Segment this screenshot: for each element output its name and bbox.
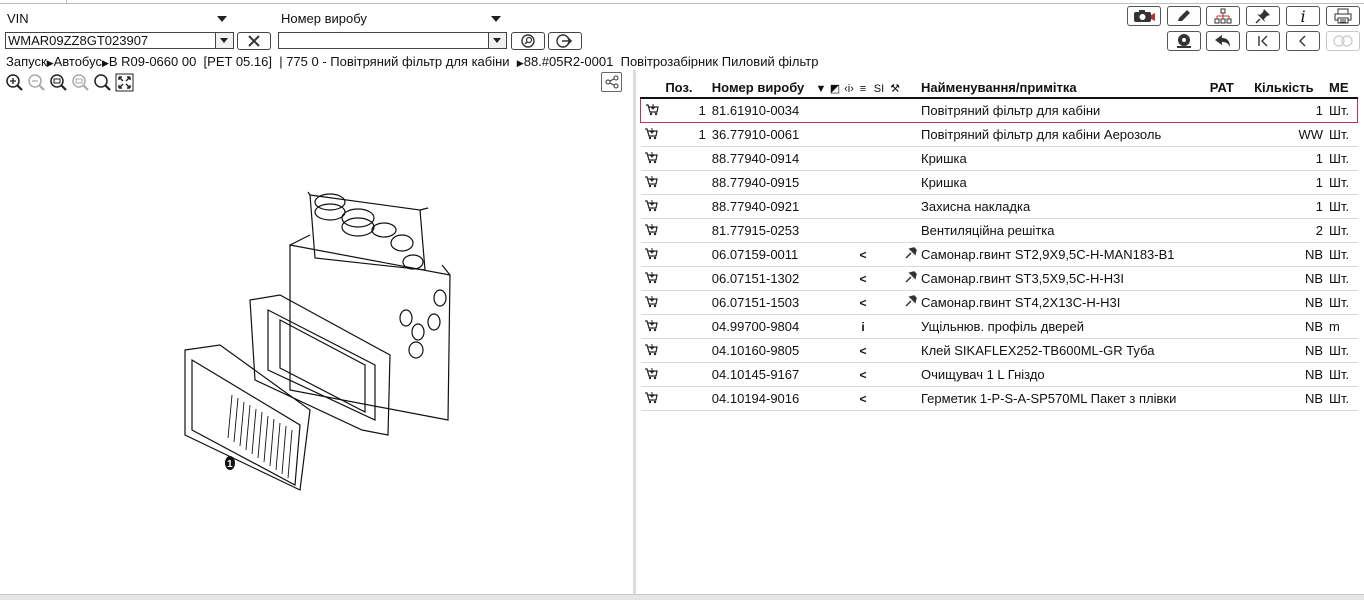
name-cell: Кришка xyxy=(918,171,1207,195)
add-to-cart-icon[interactable] xyxy=(644,271,658,284)
zoom-fit-icon xyxy=(49,73,68,92)
image-icon: ◩ xyxy=(829,82,841,95)
fullscreen-icon xyxy=(115,73,134,92)
filter-icon: ▼ xyxy=(815,82,827,95)
pos-cell xyxy=(662,387,708,411)
qty-cell: NB xyxy=(1251,387,1326,411)
table-row[interactable] xyxy=(641,315,1358,339)
name-cell: Вентиляційна решітка xyxy=(918,219,1207,243)
unit-cell: Шт. xyxy=(1326,267,1357,291)
parts-icon xyxy=(1333,34,1353,48)
unit-cell: Шт. xyxy=(1326,363,1357,387)
open-part-button[interactable] xyxy=(548,32,582,50)
qty-column-header[interactable]: Кількість xyxy=(1251,77,1326,98)
add-to-cart-icon[interactable] xyxy=(645,103,659,116)
caret-right-icon: ▶ xyxy=(46,58,54,68)
pin-icon xyxy=(1255,8,1271,24)
parts-table xyxy=(640,77,1358,411)
pencil-icon xyxy=(1176,9,1192,23)
camera-button[interactable] xyxy=(1127,6,1161,26)
add-to-cart-icon[interactable] xyxy=(644,247,658,260)
breadcrumb-item[interactable]: Запуск xyxy=(6,54,47,69)
pat-cell xyxy=(1207,363,1251,387)
disc-icon xyxy=(1174,33,1194,49)
qty-cell: 1 xyxy=(1251,147,1326,171)
part-number-cell[interactable]: 04.10160-9805 xyxy=(709,339,814,363)
code-icon: ‹i› xyxy=(844,82,854,95)
housing-body xyxy=(290,245,450,420)
flags-cell xyxy=(814,243,918,267)
table-row[interactable] xyxy=(641,267,1358,291)
previous-button[interactable] xyxy=(1286,31,1320,51)
zoom-in-button[interactable] xyxy=(5,73,24,92)
add-to-cart-icon[interactable] xyxy=(644,151,658,164)
clear-icon xyxy=(247,35,261,47)
unit-cell: Шт. xyxy=(1326,291,1357,315)
cart-cell[interactable] xyxy=(641,147,663,171)
pos-cell xyxy=(662,171,708,195)
vin-history-chevron-icon[interactable] xyxy=(217,16,227,22)
pat-column-header[interactable]: PAT xyxy=(1207,77,1251,98)
pat-cell xyxy=(1207,98,1251,123)
cart-cell[interactable] xyxy=(641,315,663,339)
cart-column-header xyxy=(641,77,663,98)
flags-cell xyxy=(814,339,918,363)
info-flag[interactable]: < xyxy=(859,368,867,382)
add-to-cart-icon[interactable] xyxy=(644,127,658,140)
name-cell: Повітряний фільтр для кабіни Аерозоль xyxy=(918,123,1207,147)
vin-label: VIN xyxy=(7,11,29,26)
search-icon xyxy=(520,34,536,48)
qty-cell: 1 xyxy=(1251,195,1326,219)
flags-cell xyxy=(814,147,918,171)
pos-cell xyxy=(662,195,708,219)
name-column-header[interactable]: Найменування/примітка xyxy=(918,77,1207,98)
info-flag[interactable]: < xyxy=(859,248,867,262)
housing-top xyxy=(310,195,425,270)
structure-button[interactable] xyxy=(1206,6,1240,26)
part-number-cell[interactable]: 88.77940-0915 xyxy=(709,171,814,195)
edit-button[interactable] xyxy=(1167,6,1201,26)
product-number-dropdown-button[interactable] xyxy=(488,33,506,48)
flags-cell xyxy=(814,267,918,291)
flags-cell xyxy=(814,387,918,411)
zoom-reset-icon xyxy=(71,73,90,92)
parts-diagram xyxy=(170,180,470,500)
name-cell: Клей SIKAFLEX252-TB600ML-GR Туба xyxy=(918,339,1207,363)
qty-cell: NB xyxy=(1251,315,1326,339)
print-button[interactable] xyxy=(1326,6,1360,26)
zoom-toolbar xyxy=(5,73,134,92)
pos-cell xyxy=(662,315,708,339)
filter-frame xyxy=(250,295,390,435)
vin-dropdown-button[interactable] xyxy=(215,33,233,48)
cart-cell[interactable] xyxy=(641,291,663,315)
unit-cell: Шт. xyxy=(1326,123,1357,147)
info-flag[interactable]: < xyxy=(859,296,867,310)
unit-cell: Шт. xyxy=(1326,171,1357,195)
pat-cell xyxy=(1207,147,1251,171)
table-row[interactable] xyxy=(641,171,1358,195)
pat-cell xyxy=(1207,243,1251,267)
zoom-reset-button[interactable] xyxy=(71,73,90,92)
first-page-icon xyxy=(1256,35,1270,47)
unit-cell: Шт. xyxy=(1326,243,1357,267)
pin-button[interactable] xyxy=(1246,6,1280,26)
pos-cell xyxy=(662,267,708,291)
fullscreen-button[interactable] xyxy=(115,73,134,92)
part-number-cell[interactable]: 88.77940-0921 xyxy=(709,195,814,219)
name-cell: Герметик 1-P-S-A-SP570ML Пакет з плівки xyxy=(918,387,1207,411)
flags-cell xyxy=(814,195,918,219)
pat-cell xyxy=(1207,171,1251,195)
tool-flag-icon xyxy=(904,247,918,262)
name-cell: Кришка xyxy=(918,147,1207,171)
info-button[interactable] xyxy=(1286,6,1320,26)
flags-cell xyxy=(814,363,918,387)
table-row[interactable] xyxy=(641,387,1358,411)
pos-cell xyxy=(662,243,708,267)
flags-cell xyxy=(814,98,918,123)
cart-cell[interactable] xyxy=(641,243,663,267)
unit-cell: Шт. xyxy=(1326,98,1357,123)
part-number-cell[interactable]: 04.10194-9016 xyxy=(709,387,814,411)
pos-cell xyxy=(662,291,708,315)
part-number-cell[interactable]: 06.07159-0011 xyxy=(709,243,814,267)
flags-cell xyxy=(814,123,918,147)
table-row[interactable] xyxy=(641,195,1358,219)
camera-icon xyxy=(1132,9,1156,23)
table-row[interactable] xyxy=(641,219,1358,243)
zoom-button[interactable] xyxy=(93,73,112,92)
cart-cell[interactable] xyxy=(641,123,663,147)
cart-cell[interactable] xyxy=(641,267,663,291)
flags-cell xyxy=(814,315,918,339)
pos-cell xyxy=(662,363,708,387)
part-number-cell[interactable]: 04.10145-9167 xyxy=(709,363,814,387)
name-cell: Самонар.гвинт ST2,9X9,5C-H-MAN183-B1 xyxy=(918,243,1207,267)
name-cell: Самонар.гвинт ST4,2X13C-H-H3I xyxy=(918,291,1207,315)
table-row[interactable] xyxy=(641,291,1358,315)
product-number-label: Номер виробу xyxy=(281,11,367,26)
unit-cell: m xyxy=(1326,315,1357,339)
vin-input[interactable] xyxy=(5,32,234,49)
cart-cell[interactable] xyxy=(641,387,663,411)
flags-cell xyxy=(814,219,918,243)
pos-cell xyxy=(662,219,708,243)
pat-cell xyxy=(1207,339,1251,363)
table-row[interactable] xyxy=(641,123,1358,147)
name-cell: Очищувач 1 L Гніздо xyxy=(918,363,1207,387)
add-to-cart-icon[interactable] xyxy=(644,391,658,404)
zoom-out-icon xyxy=(27,73,46,92)
add-to-cart-icon[interactable] xyxy=(644,175,658,188)
add-to-cart-icon[interactable] xyxy=(644,319,658,332)
zoom-in-icon xyxy=(5,73,24,92)
caret-right-icon: ▶ xyxy=(101,58,109,68)
search-button[interactable] xyxy=(511,32,545,50)
pos-cell: 1 xyxy=(662,123,708,147)
info-flag[interactable]: < xyxy=(859,272,867,286)
qty-cell: NB xyxy=(1251,243,1326,267)
breadcrumb-item[interactable]: B R09-0660 00 xyxy=(108,54,197,69)
flags-cell xyxy=(814,171,918,195)
status-bar xyxy=(0,594,1364,600)
info-icon: i xyxy=(1300,6,1306,26)
breadcrumb xyxy=(6,54,818,69)
pos-cell xyxy=(662,339,708,363)
unit-cell: Шт. xyxy=(1326,195,1357,219)
pat-cell xyxy=(1207,315,1251,339)
caret-right-icon: ▶ xyxy=(516,58,524,68)
add-to-cart-icon[interactable] xyxy=(644,295,658,308)
breadcrumb-group[interactable]: | 775 0 - Повітряний фільтр для кабіни xyxy=(279,54,510,69)
info-flag[interactable]: i xyxy=(861,320,865,334)
pat-cell xyxy=(1207,291,1251,315)
tool-icon: ⚒ xyxy=(890,82,900,95)
product-number-input[interactable] xyxy=(278,32,507,49)
table-row[interactable] xyxy=(641,363,1358,387)
cart-cell[interactable] xyxy=(641,171,663,195)
table-row[interactable] xyxy=(641,339,1358,363)
clear-vin-button[interactable] xyxy=(237,32,271,50)
pat-cell xyxy=(1207,387,1251,411)
pos-cell: 1 xyxy=(662,98,708,123)
share-icon xyxy=(605,75,619,89)
qty-cell: NB xyxy=(1251,267,1326,291)
qty-cell: WW xyxy=(1251,123,1326,147)
cart-cell[interactable] xyxy=(641,339,663,363)
pos-column-header[interactable]: Поз. xyxy=(662,77,708,98)
list-icon: ≡ xyxy=(859,82,867,95)
cart-cell[interactable] xyxy=(641,195,663,219)
callout-label: 1 xyxy=(227,459,233,470)
tab-strip xyxy=(0,0,1364,4)
si-column-header: SI xyxy=(873,82,885,95)
part-number-cell[interactable]: 88.77940-0914 xyxy=(709,147,814,171)
disc-button[interactable] xyxy=(1167,31,1201,51)
pos-cell xyxy=(662,147,708,171)
add-to-cart-icon[interactable] xyxy=(644,343,658,356)
tool-flag-icon xyxy=(904,271,918,286)
pat-cell xyxy=(1207,123,1251,147)
part-number-cell[interactable]: 36.77910-0061 xyxy=(709,123,814,147)
part-number-cell[interactable]: 06.07151-1302 xyxy=(709,267,814,291)
unit-cell: Шт. xyxy=(1326,387,1357,411)
name-cell: Захисна накладка xyxy=(918,195,1207,219)
add-to-cart-icon[interactable] xyxy=(644,223,658,236)
chevron-left-icon xyxy=(1296,35,1310,47)
part-number-column-header[interactable]: Номер виробу xyxy=(709,77,814,98)
panel-splitter[interactable] xyxy=(633,70,636,594)
magnifier-icon xyxy=(93,73,112,92)
pat-cell xyxy=(1207,219,1251,243)
cart-cell[interactable] xyxy=(641,363,663,387)
disabled-toolbar-button xyxy=(1326,31,1360,51)
zoom-fit-button[interactable] xyxy=(49,73,68,92)
unit-cell: Шт. xyxy=(1326,147,1357,171)
cart-cell[interactable] xyxy=(641,98,663,123)
part-number-cell[interactable]: 81.61910-0034 xyxy=(709,98,814,123)
pat-cell xyxy=(1207,195,1251,219)
goto-icon xyxy=(556,34,574,48)
breadcrumb-pet: [PET 05.16] xyxy=(203,54,272,69)
breadcrumb-title: Повітрозабірник Пиловий фільтр xyxy=(620,54,819,69)
share-button[interactable] xyxy=(601,72,622,92)
printer-icon xyxy=(1334,8,1352,24)
qty-cell: 1 xyxy=(1251,98,1326,123)
part-number-cell[interactable]: 06.07151-1503 xyxy=(709,291,814,315)
info-flag[interactable]: < xyxy=(859,392,867,406)
table-row[interactable] xyxy=(641,98,1358,123)
pat-cell xyxy=(1207,267,1251,291)
name-cell: Самонар.гвинт ST3,5X9,5C-H-H3I xyxy=(918,267,1207,291)
unit-column-header[interactable]: МЕ xyxy=(1326,77,1357,98)
hierarchy-icon xyxy=(1214,8,1232,24)
first-button[interactable] xyxy=(1246,31,1280,51)
active-tab[interactable] xyxy=(0,0,67,3)
table-row[interactable] xyxy=(641,243,1358,267)
part-number-cell[interactable]: 04.99700-9804 xyxy=(709,315,814,339)
part-number-cell[interactable]: 81.77915-0253 xyxy=(709,219,814,243)
qty-cell: 1 xyxy=(1251,171,1326,195)
table-header-row xyxy=(641,77,1358,98)
vin-value: WMAR09ZZ8GT023907 xyxy=(8,33,149,48)
return-icon xyxy=(1214,34,1232,48)
cart-cell[interactable] xyxy=(641,219,663,243)
name-cell: Ущільнюв. профіль дверей xyxy=(918,315,1207,339)
breadcrumb-item[interactable]: Автобус xyxy=(53,54,102,69)
tool-flag-icon xyxy=(904,295,918,310)
product-number-chevron-icon[interactable] xyxy=(491,16,501,22)
qty-cell: NB xyxy=(1251,291,1326,315)
name-cell: Повітряний фільтр для кабіни xyxy=(918,98,1207,123)
qty-cell: 2 xyxy=(1251,219,1326,243)
info-flag[interactable]: < xyxy=(859,344,867,358)
breadcrumb-code: 88.#05R2-0001 xyxy=(523,54,614,69)
qty-cell: NB xyxy=(1251,363,1326,387)
add-to-cart-icon[interactable] xyxy=(644,199,658,212)
zoom-out-button[interactable] xyxy=(27,73,46,92)
unit-cell: Шт. xyxy=(1326,339,1357,363)
history-back-button[interactable] xyxy=(1206,31,1240,51)
table-row[interactable] xyxy=(641,147,1358,171)
add-to-cart-icon[interactable] xyxy=(644,367,658,380)
qty-cell: NB xyxy=(1251,339,1326,363)
flags-cell xyxy=(814,291,918,315)
unit-cell: Шт. xyxy=(1326,219,1357,243)
flags-column-header xyxy=(814,77,918,98)
